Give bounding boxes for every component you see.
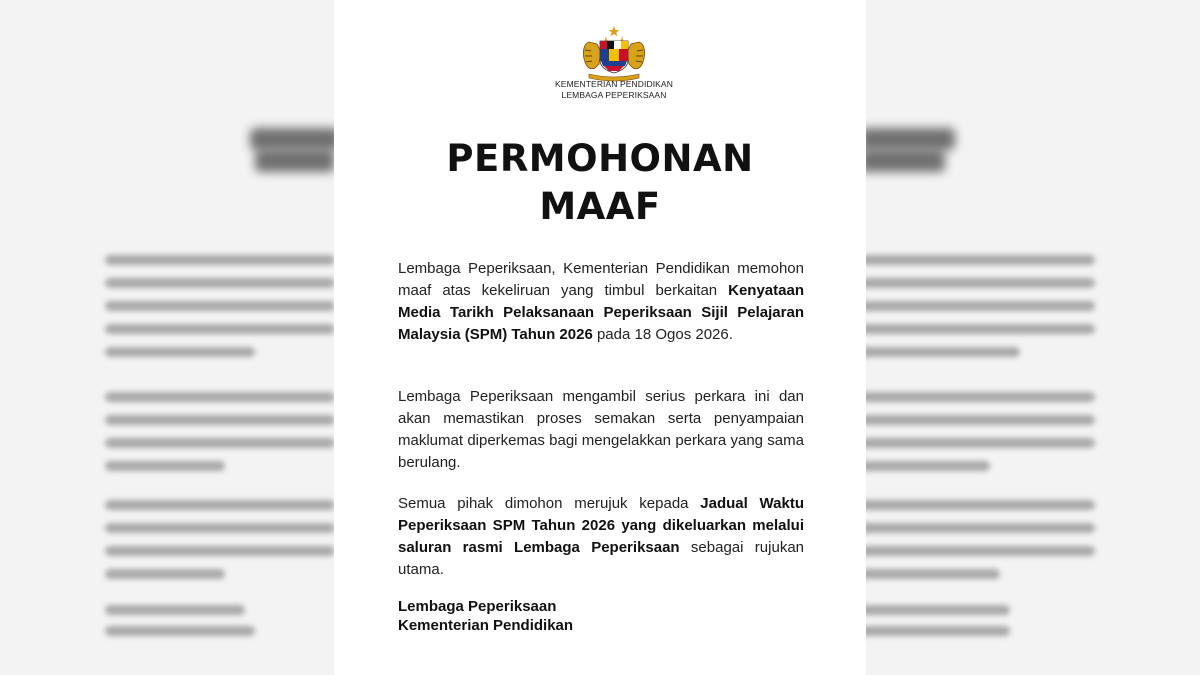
ministry-header	[514, 79, 714, 101]
title-line-2: MAAF	[539, 185, 661, 228]
paragraph-commitment	[398, 386, 804, 474]
paragraph-apology-date: pada 18 Ogos 2026.	[592, 326, 733, 343]
board-name: LEMBAGA PEPERIKSAAN	[561, 90, 667, 100]
signoff	[398, 597, 804, 635]
paragraph-reference-text: Semua pihak dimohon merujuk kepada	[398, 495, 701, 512]
paragraph-apology-text: Lembaga Peperiksaan, Kementerian Pendidikan memohon maaf atas kekeliruan yang timbul berkaitan	[398, 260, 804, 299]
paragraph-reference	[398, 493, 804, 581]
ministry-name: KEMENTERIAN PENDIDIKAN	[555, 79, 673, 89]
notice-sheet	[334, 0, 866, 675]
paragraph-apology	[398, 258, 804, 346]
paragraph-apology-bold: Kenyataan Media Tarikh Pelaksanaan Peperiksaan Sijil Pelajaran Malaysia (SPM) Tahun 2026	[398, 282, 804, 343]
blurred-background-left	[0, 0, 340, 675]
paragraph-reference-bold: Jadual Waktu Peperiksaan SPM Tahun 2026 yang dikeluarkan melalui saluran rasmi Lembaga Peperiksaan	[398, 495, 805, 556]
signoff-line-2: Kementerian Pendidikan	[398, 617, 574, 634]
page-title	[334, 135, 866, 231]
signoff-line-1: Lembaga Peperiksaan	[398, 598, 557, 615]
blurred-background-right	[860, 0, 1200, 675]
paragraph-commitment-text: Lembaga Peperiksaan mengambil serius perkara ini dan akan memastikan proses semakan serta penyampaian maklumat diperkemas bagi mengelakkan perkara yang sama berulang.	[398, 388, 804, 471]
malaysia-coat-of-arms-icon	[579, 24, 649, 82]
paragraph-reference-end: sebagai rujukan utama.	[398, 539, 804, 578]
title-line-1: PERMOHONAN	[446, 137, 754, 180]
